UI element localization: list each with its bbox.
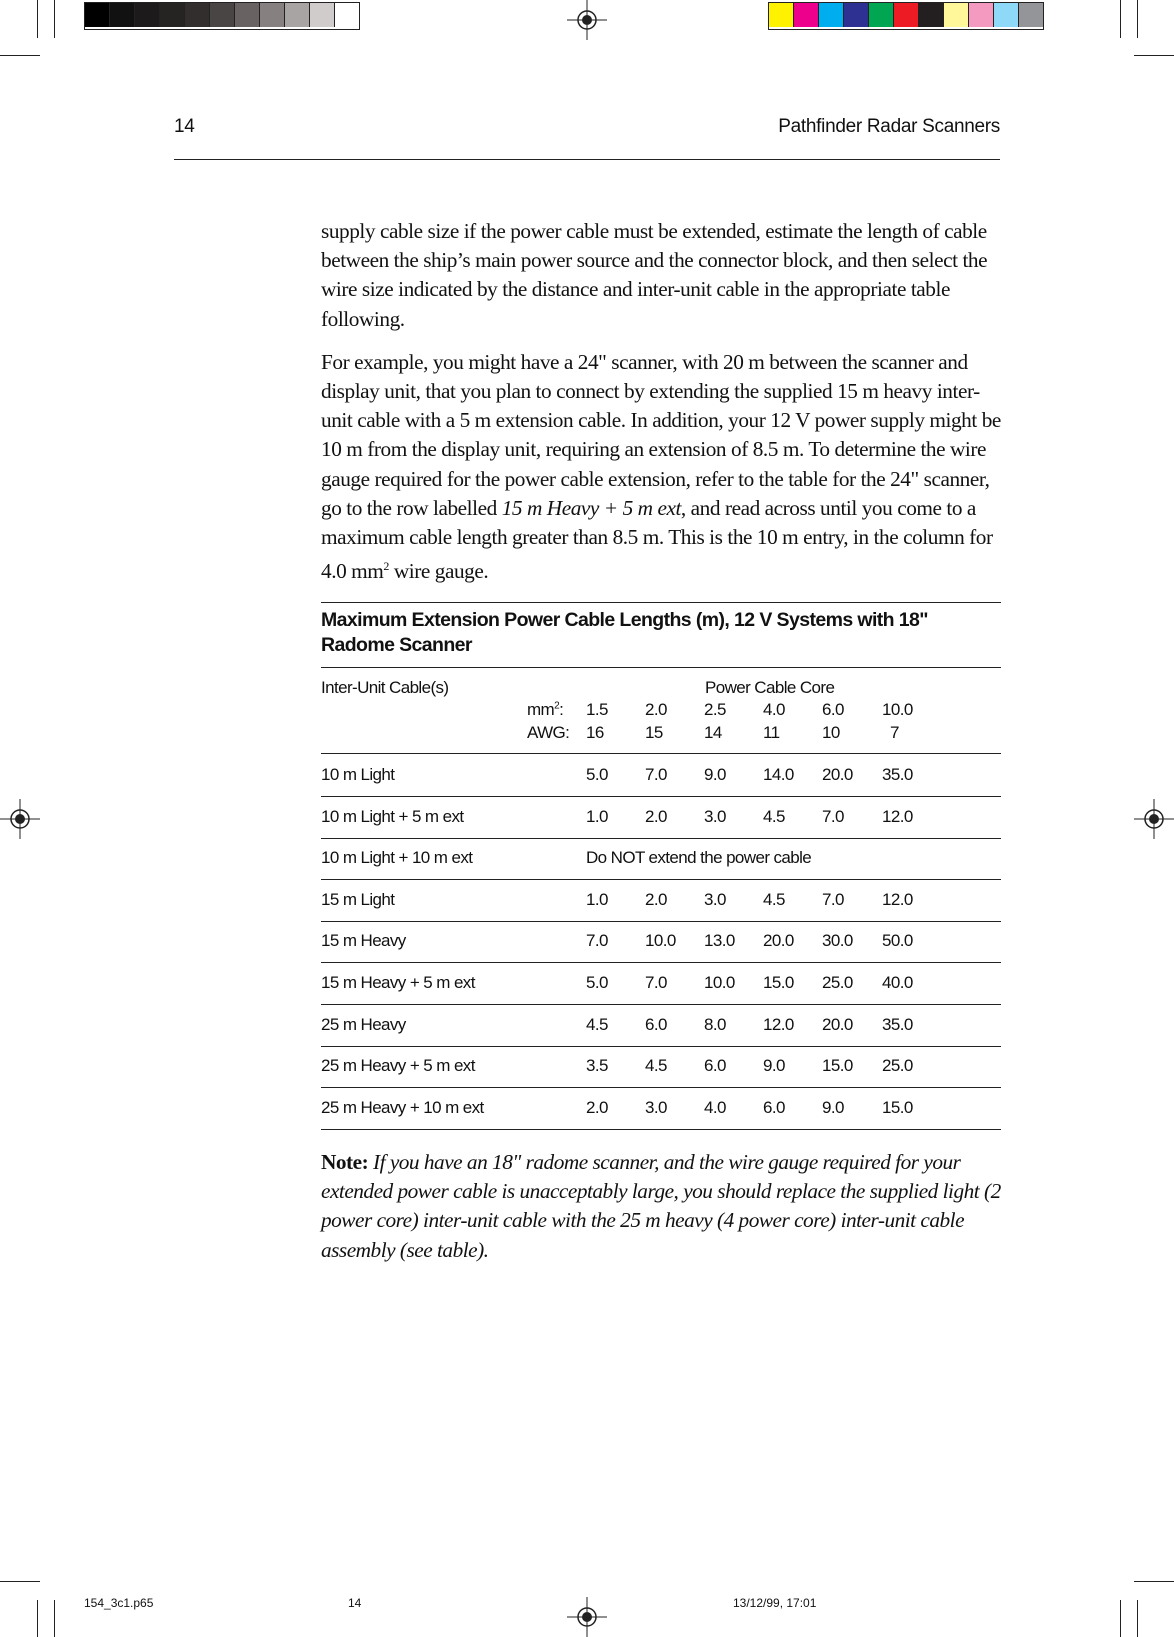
table-cell: 2.0 [586, 1098, 608, 1117]
color-swatch [110, 3, 135, 27]
row-label: 15 m Light [321, 890, 395, 909]
table-cell: 25.0 [882, 1056, 913, 1075]
table-cell: 4.5 [645, 1056, 667, 1075]
registration-mark-icon [567, 0, 607, 40]
paragraph: supply cable size if the power cable must be extended, estimate the length of cable between the ship’s main power source and the connector block, and then select the wire size indicated by the distance and inter-unit cable in the appropriate table following. [321, 219, 988, 331]
table-cell: 3.0 [704, 890, 726, 909]
crop-mark [1120, 1600, 1121, 1637]
note [321, 1148, 1001, 1265]
table-cell: 7.0 [645, 765, 667, 784]
color-swatch [85, 3, 110, 27]
table-cell: 7.0 [586, 931, 608, 950]
table-cell: 2.0 [645, 807, 667, 826]
color-swatch [210, 3, 235, 27]
table-cell: 9.0 [822, 1098, 844, 1117]
color-swatch [285, 3, 310, 27]
grey-color-bar [84, 2, 360, 30]
color-swatch [260, 3, 285, 27]
registration-mark-icon [1134, 799, 1174, 839]
registration-mark-icon [567, 1597, 607, 1637]
color-swatch [235, 3, 260, 27]
slug-page: 14 [348, 1596, 362, 1610]
table-cell: 20.0 [763, 931, 794, 950]
color-swatch [1019, 3, 1043, 27]
table-cell: 4.5 [763, 890, 785, 909]
table-cell: 3.0 [704, 807, 726, 826]
paragraph-text: For example, you might have a 24" scanner, with 20 m between the scanner and display unit, that you plan to connect by extending the supplied 15 m heavy inter-unit cable with a 5 m extension cable. In addition, your 12 V power supply might be 10 m from the display unit, requiring an extension of 8.5 m. To determine the wire gauge required for the power cable extension, refer to the table for the 24" scanner, go to the row labelled [321, 349, 1001, 520]
paragraph [321, 348, 1001, 587]
table-cell: 7.0 [645, 973, 667, 992]
table-cell: 10.0 [645, 931, 676, 950]
color-swatch [969, 3, 994, 27]
table-cell: 12.0 [882, 890, 913, 909]
table-cell: 4.5 [586, 1015, 608, 1034]
crop-mark [54, 1600, 55, 1637]
color-swatch [844, 3, 869, 27]
note-lead: Note: [321, 1150, 369, 1174]
paragraph-text: wire gauge. [388, 559, 489, 584]
slug-filename: 154_3c1.p65 [84, 1596, 154, 1610]
row-label: 25 m Heavy + 10 m ext [321, 1098, 484, 1117]
table-cell: 7.0 [822, 807, 844, 826]
table-cell: 13.0 [704, 931, 735, 950]
table-cell: 40.0 [882, 973, 913, 992]
slug-datetime: 13/12/99, 17:01 [733, 1596, 817, 1610]
table-rule [321, 1046, 1001, 1047]
table-rule [321, 879, 1001, 880]
table-rule [321, 962, 1001, 963]
crop-mark [0, 1581, 40, 1582]
table-top-rule [321, 602, 1001, 603]
crop-mark [1137, 0, 1138, 38]
table-cell: 5.0 [586, 973, 608, 992]
color-swatch [185, 3, 210, 27]
awg-value: 10 [822, 723, 840, 742]
color-swatch [869, 3, 894, 27]
color-swatch [135, 3, 160, 27]
mm2-value: 2.5 [704, 700, 726, 719]
process-color-bar [768, 2, 1044, 30]
crop-mark [54, 0, 55, 38]
awg-value: 7 [890, 723, 899, 742]
table-rule [321, 753, 1001, 754]
table-cell: 9.0 [704, 765, 726, 784]
table-cell: 3.5 [586, 1056, 608, 1075]
table-cell: 12.0 [763, 1015, 794, 1034]
row-label: 15 m Heavy + 5 m ext [321, 973, 475, 992]
table-cell: 7.0 [822, 890, 844, 909]
mm2-value: 4.0 [763, 700, 785, 719]
table-cell: 15.0 [882, 1098, 913, 1117]
running-title: Pathfinder Radar Scanners [778, 116, 1000, 137]
table-cell: 35.0 [882, 765, 913, 784]
registration-mark-icon [0, 799, 40, 839]
table-title: Maximum Extension Power Cable Lengths (m), 12 V Systems with 18" Radome Scanner [321, 609, 928, 656]
mm2-label: $mm^2$: [527, 700, 564, 719]
row-label: 10 m Light + 10 m ext [321, 848, 473, 867]
color-swatch [794, 3, 819, 27]
color-swatch [894, 3, 919, 27]
row-label: 10 m Light [321, 765, 395, 784]
awg-value: 16 [586, 723, 604, 742]
body-text [321, 217, 1001, 601]
crop-mark [1137, 1600, 1138, 1637]
color-swatch [944, 3, 969, 27]
awg-label: AWG: [527, 723, 570, 742]
table-cell: 4.0 [704, 1098, 726, 1117]
table-cell: 5.0 [586, 765, 608, 784]
table-rule [321, 1087, 1001, 1088]
header-rule [174, 159, 1000, 160]
row-label: 25 m Heavy + 5 m ext [321, 1056, 475, 1075]
color-swatch [994, 3, 1019, 27]
mm2-value: 1.5 [586, 700, 608, 719]
table-cell: 20.0 [822, 1015, 853, 1034]
table-cell: 10.0 [704, 973, 735, 992]
crop-mark [1134, 55, 1174, 56]
table-cell: 12.0 [882, 807, 913, 826]
superscript: 2 [383, 559, 389, 574]
awg-value: 15 [645, 723, 663, 742]
table-cell: 15.0 [763, 973, 794, 992]
table-rule [321, 1129, 1001, 1130]
row-note: Do NOT extend the power cable [586, 848, 812, 867]
table-cell: 20.0 [822, 765, 853, 784]
row-label: 15 m Heavy [321, 931, 406, 950]
column-group-label: Inter-Unit Cable(s) [321, 678, 449, 697]
table-cell: 30.0 [822, 931, 853, 950]
crop-mark [37, 1600, 38, 1637]
table-cell: 35.0 [882, 1015, 913, 1034]
table-cell: 9.0 [763, 1056, 785, 1075]
table-cell: 1.0 [586, 890, 608, 909]
table-cell: 3.0 [645, 1098, 667, 1117]
color-swatch [819, 3, 844, 27]
mm2-value: 2.0 [645, 700, 667, 719]
table-rule [321, 796, 1001, 797]
table-cell: 6.0 [645, 1015, 667, 1034]
table-cell: 25.0 [822, 973, 853, 992]
color-swatch [310, 3, 335, 27]
table-cell: 4.5 [763, 807, 785, 826]
row-reference: 15 m Heavy + 5 m ext [501, 495, 681, 520]
awg-value: 11 [763, 723, 780, 742]
row-label: 25 m Heavy [321, 1015, 406, 1034]
table-cell: 15.0 [822, 1056, 853, 1075]
table-cell: 2.0 [645, 890, 667, 909]
table-rule [321, 1004, 1001, 1005]
color-swatch [160, 3, 185, 27]
mm2-value: 10.0 [882, 700, 913, 719]
page-number: 14 [174, 116, 195, 137]
awg-value: 14 [704, 723, 722, 742]
mm2-value: 6.0 [822, 700, 844, 719]
table-cell: 6.0 [763, 1098, 785, 1117]
table-rule [321, 921, 1001, 922]
table-rule [321, 838, 1001, 839]
table-cell: 8.0 [704, 1015, 726, 1034]
power-core-label: Power Cable Core [705, 678, 835, 697]
table-rule [321, 667, 1001, 668]
color-swatch [919, 3, 944, 27]
table-cell: 14.0 [763, 765, 794, 784]
table-cell: 1.0 [586, 807, 608, 826]
paragraph-text: , and read across until you come to a maximum cable length greater than 8.5 m. This is the 10 m entry, in the column for 4.0 mm [321, 495, 993, 584]
crop-mark [37, 0, 38, 38]
crop-mark [1120, 0, 1121, 38]
crop-mark [0, 55, 40, 56]
crop-mark [1134, 1581, 1174, 1582]
table-cell: 6.0 [704, 1056, 726, 1075]
table-cell: 50.0 [882, 931, 913, 950]
color-swatch [769, 3, 794, 27]
row-label: 10 m Light + 5 m ext [321, 807, 464, 826]
color-swatch [335, 3, 359, 27]
note-text: If you have an 18" radome scanner, and the wire gauge required for your extended power cable is unacceptably large, you should replace the supplied light (2 power core) inter-unit cable with the 25 m heavy (4 power core) inter-unit cable assembly (see table). [321, 1150, 1001, 1262]
